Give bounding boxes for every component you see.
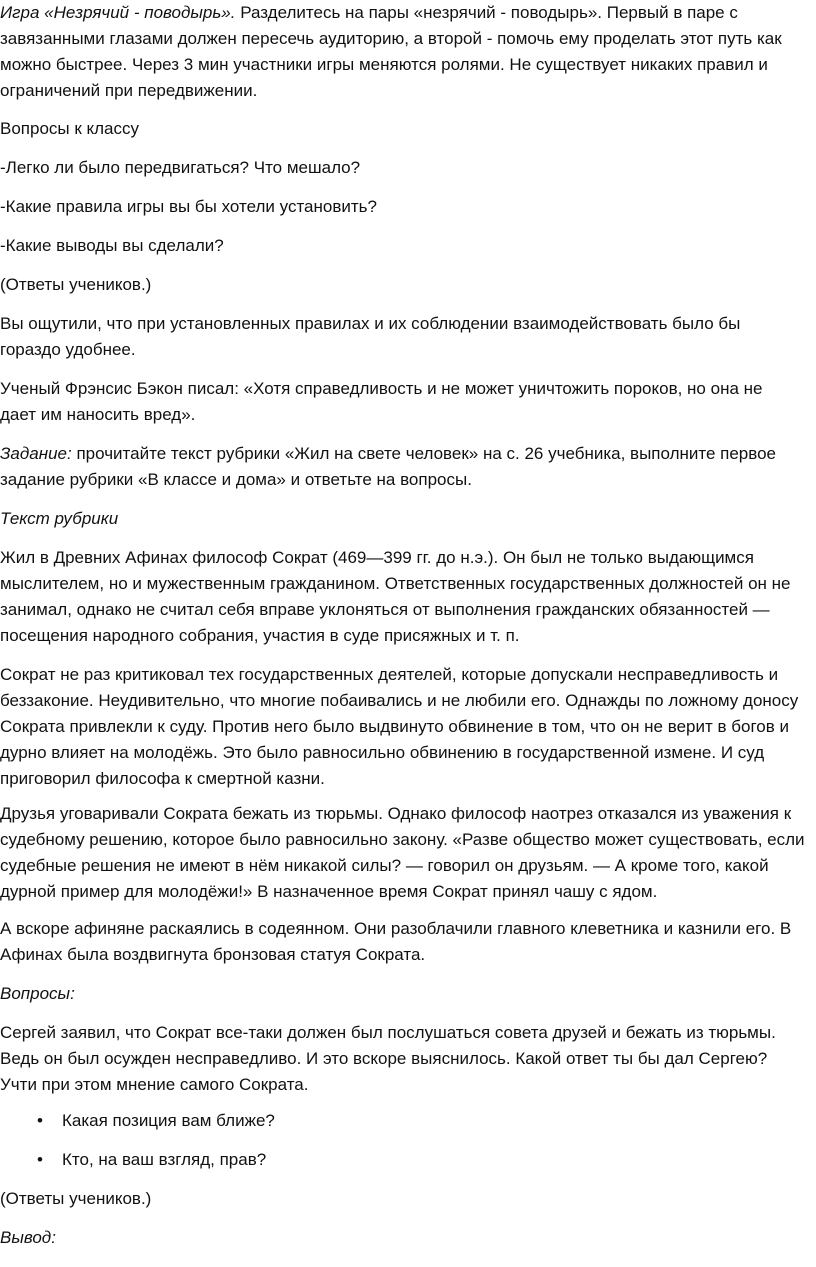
bullet-text-1: Какая позиция вам ближе? bbox=[62, 1111, 275, 1130]
game-description: Разделитесь на пары «незрячий - поводырь». Первый в паре с завязанными глазами должен пересечь аудиторию, а второй - помочь ему проделать этот путь как можно быстрее. Через 3 мин участники игры меняются ролями. Не существует никаких правил и ограничений при передвижении. bbox=[0, 3, 782, 100]
list-item bbox=[0, 1108, 815, 1134]
game-title: Игра «Незрячий - поводырь». bbox=[0, 3, 236, 22]
bullet-list bbox=[0, 1108, 815, 1173]
rubric-paragraph-1: Жил в Древних Афинах философ Сократ (469—399 гг. до н.э.). Он был не только выдающимся мыслителем, но и мужественным гражданином. Ответственных государственных должностей он не занимал, однако не считал себя вправе уклоняться от выполнения гражданских обязанностей — посещения народного собрания, участия в суде присяжных и т. п. bbox=[0, 548, 791, 645]
bullet-text-2: Кто, на ваш взгляд, прав? bbox=[62, 1150, 267, 1169]
questions-heading: Вопросы к классу bbox=[0, 119, 140, 138]
game-paragraph bbox=[0, 0, 815, 104]
question-1: -Легко ли было передвигаться? Что мешало? bbox=[0, 158, 361, 177]
bacon-quote: Ученый Фрэнсис Бэкон писал: «Хотя справедливость и не может уничтожить пороков, но она не дает им наносить вред». bbox=[0, 379, 763, 424]
task-label: Задание: bbox=[0, 444, 72, 463]
sergey-paragraph: Сергей заявил, что Сократ все-таки должен был послушаться совета друзей и бежать из тюрьмы. Ведь он был осужден несправедливо. И это вскоре выяснилось. Какой ответ ты бы дал Сергею? Учти при этом мнение самого Сократа. bbox=[0, 1023, 776, 1094]
question-2: -Какие правила игры вы бы хотели установить? bbox=[0, 197, 377, 216]
rubric-paragraph-2: Сократ не раз критиковал тех государственных деятелей, которые допускали несправедливость и беззаконие. Неудивительно, что многие побаивались и не любили его. Однажды по ложному доносу Сократа привлекли к суду. Против него было выдвинуто обвинение в том, что он не верит в богов и дурно влияет на молодёжь. Это было равносильно обвинению в государственной измене. И суд приговорил философа к смертной казни. bbox=[0, 665, 799, 788]
bullet-icon: • bbox=[37, 1150, 43, 1169]
question-3: -Какие выводы вы сделали? bbox=[0, 236, 224, 255]
student-answers-1: (Ответы учеников.) bbox=[0, 275, 152, 294]
bullet-icon: • bbox=[37, 1111, 43, 1130]
rules-paragraph: Вы ощутили, что при установленных правилах и их соблюдении взаимодействовать было бы гораздо удобнее. bbox=[0, 314, 741, 359]
rubric-paragraph-3: Друзья уговаривали Сократа бежать из тюрьмы. Однако философ наотрез отказался из уважения к судебному решению, которое было равносильно закону. «Разве общество может существовать, если судебные решения не имеют в нём никакой силы? — говорил он друзьям. — А кроме того, какой дурной пример для молодёжи!» В назначенное время Сократ принял чашу с ядом. bbox=[0, 804, 805, 901]
conclusion-heading: Вывод: bbox=[0, 1228, 56, 1247]
task-paragraph bbox=[0, 441, 815, 493]
student-answers-2: (Ответы учеников.) bbox=[0, 1189, 152, 1208]
rubric-paragraph-4: А вскоре афиняне раскаялись в содеянном. Они разоблачили главного клеветника и казнили его. В Афинах была воздвигнута бронзовая статуя Сократа. bbox=[0, 919, 792, 964]
list-item bbox=[0, 1147, 815, 1173]
questions-2-heading: Вопросы: bbox=[0, 984, 75, 1003]
rubric-heading: Текст рубрики bbox=[0, 509, 119, 528]
task-text: прочитайте текст рубрики «Жил на свете человек» на с. 26 учебника, выполните первое задание рубрики «В классе и дома» и ответьте на вопросы. bbox=[0, 444, 777, 489]
